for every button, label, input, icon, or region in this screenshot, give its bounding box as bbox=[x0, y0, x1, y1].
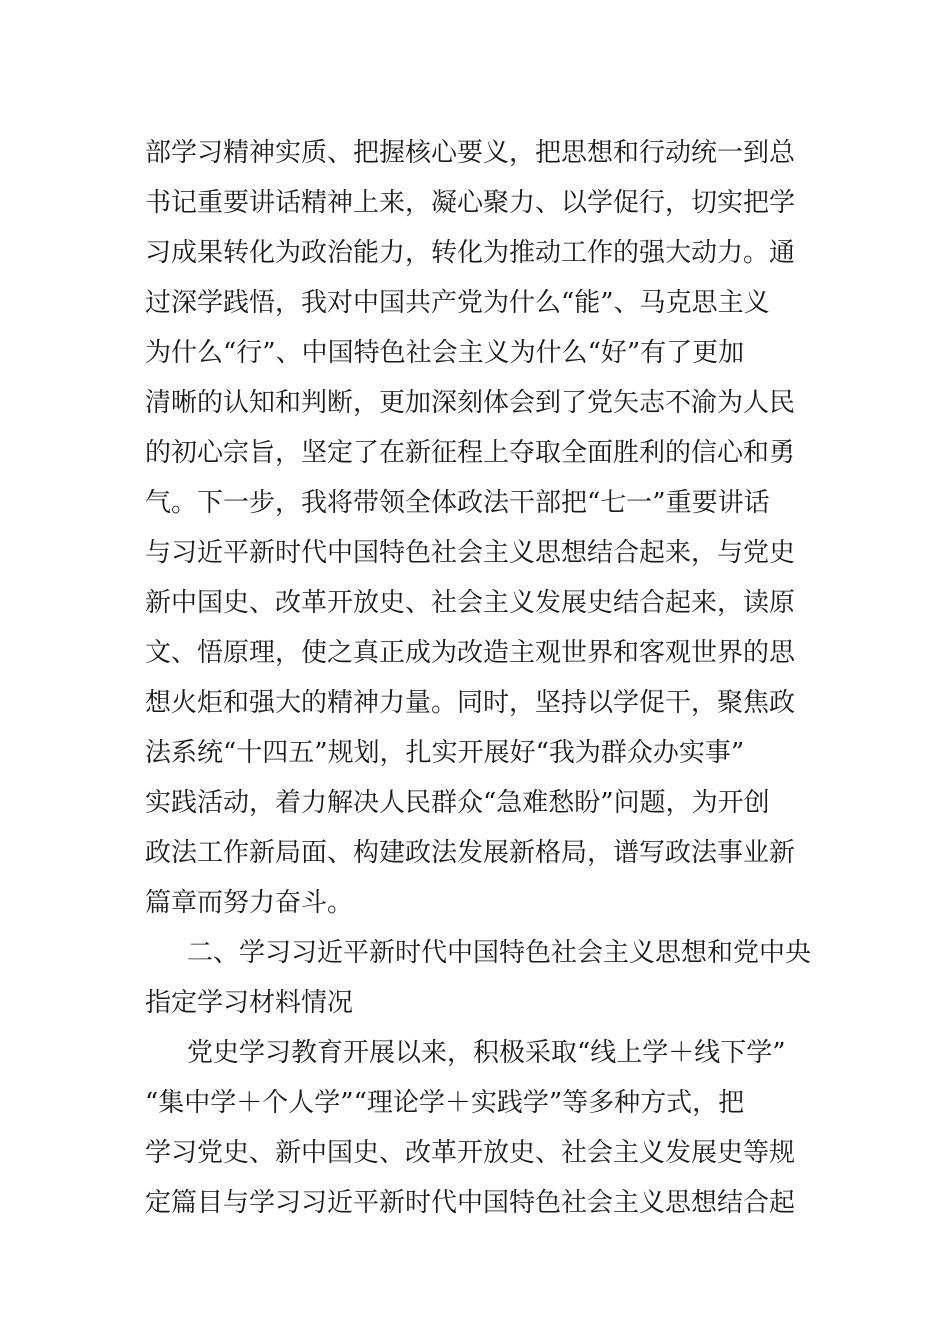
body-text-line: 文、悟原理，使之真正成为改造主观世界和客观世界的思 bbox=[145, 638, 796, 668]
body-text-line: 的初心宗旨，坚定了在新征程上夺取全面胜利的信心和勇 bbox=[145, 438, 796, 468]
body-text-line: 与习近平新时代中国特色社会主义思想结合起来，与党史 bbox=[145, 538, 796, 568]
body-text-line: 习成果转化为政治能力，转化为推动工作的强大动力。通 bbox=[145, 238, 796, 268]
body-text-line: 过深学践悟，我对中国共产党为什么“能”、马克思主义 bbox=[145, 288, 770, 318]
body-text-line: 为什么“行”、中国特色社会主义为什么“好”有了更加 bbox=[145, 338, 745, 368]
section-heading-line: 二、学习习近平新时代中国特色社会主义思想和党中央 bbox=[187, 938, 812, 968]
body-text-line: 学习党史、新中国史、改革开放史、社会主义发展史等规 bbox=[145, 1138, 796, 1168]
body-text-line: 法系统“十四五”规划，扎实开展好“我为群众办实事” bbox=[145, 738, 745, 768]
body-text-line: 想火炬和强大的精神力量。同时，坚持以学促干，聚焦政 bbox=[145, 688, 796, 718]
body-text-line: 党史学习教育开展以来，积极采取“线上学＋线下学” bbox=[187, 1038, 786, 1068]
body-text-line: 气。下一步，我将带领全体政法干部把“七一”重要讲话 bbox=[145, 488, 770, 518]
body-text-line: 部学习精神实质、把握核心要义，把思想和行动统一到总 bbox=[145, 138, 796, 168]
body-text-line: 实践活动，着力解决人民群众“急难愁盼”问题，为开创 bbox=[145, 788, 770, 818]
body-text-line: 政法工作新局面、构建政法发展新格局，谱写政法事业新 bbox=[145, 838, 796, 868]
body-text-line: 清晰的认知和判断，更加深刻体会到了党矢志不渝为人民 bbox=[145, 388, 796, 418]
body-text-line: 篇章而努力奋斗。 bbox=[145, 888, 354, 918]
body-text-line: 定篇目与学习习近平新时代中国特色社会主义思想结合起 bbox=[145, 1188, 796, 1218]
body-text-line: “集中学＋个人学”“理论学＋实践学”等多种方式，把 bbox=[145, 1088, 745, 1118]
body-text-line: 新中国史、改革开放史、社会主义发展史结合起来，读原 bbox=[145, 588, 796, 618]
section-heading-line: 指定学习材料情况 bbox=[145, 988, 354, 1018]
body-text-line: 书记重要讲话精神上来，凝心聚力、以学促行，切实把学 bbox=[145, 188, 796, 218]
